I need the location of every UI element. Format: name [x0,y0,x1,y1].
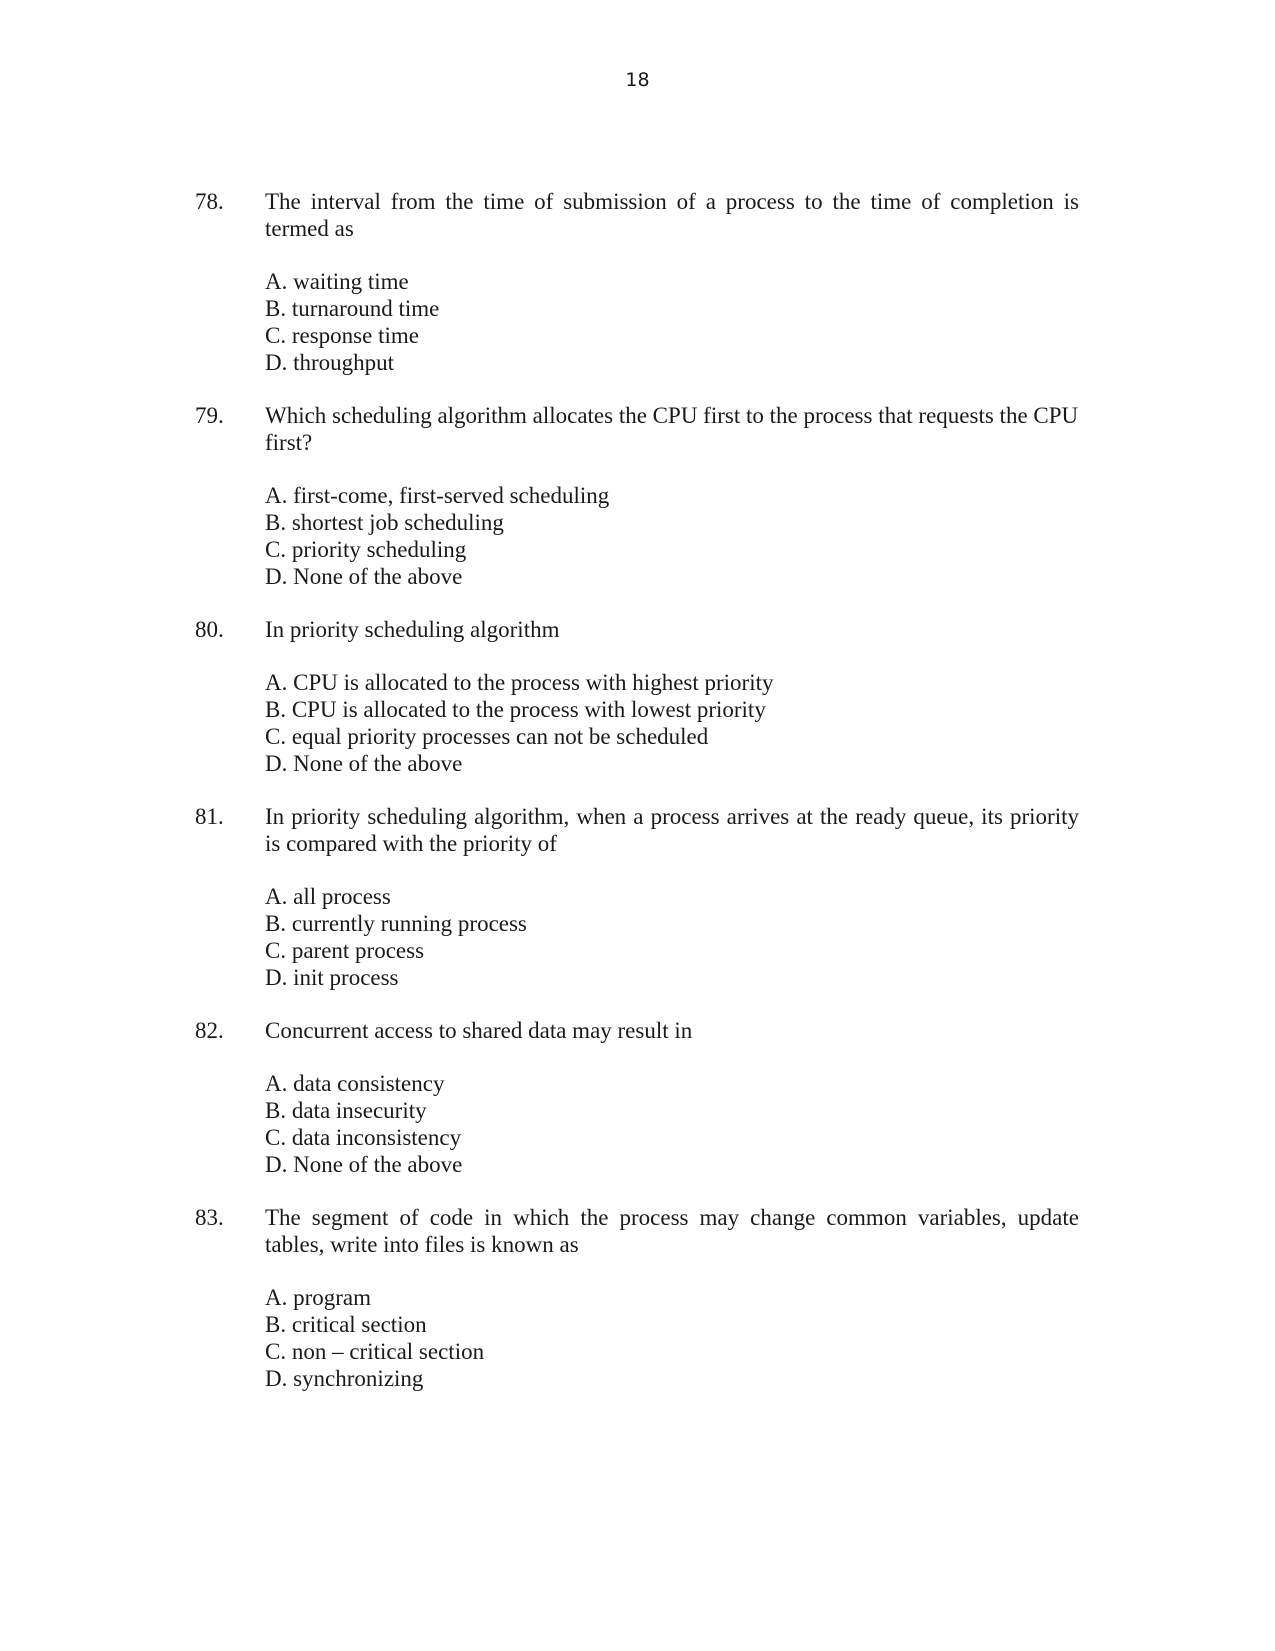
option-b: B. data insecurity [265,1098,427,1123]
question-text: Concurrent access to shared data may result in [265,1018,693,1043]
option-d: D. throughput [265,350,395,375]
option-d: D. None of the above [265,1152,463,1177]
question-list [195,188,1079,1418]
question-83 [195,1204,1079,1392]
option-b: B. CPU is allocated to the process with lowest priority [265,697,766,722]
option-d: D. None of the above [265,564,463,589]
option-list [265,1070,1079,1178]
option-c: C. equal priority processes can not be scheduled [265,724,709,749]
option-a: A. waiting time [265,269,409,294]
option-b: B. critical section [265,1312,427,1337]
option-d: D. None of the above [265,751,463,776]
option-c: C. non – critical section [265,1339,485,1364]
question-body [265,402,1079,590]
question-80 [195,616,1079,777]
option-a: A. all process [265,884,391,909]
option-list [265,883,1079,991]
question-body [265,1204,1079,1392]
question-body [265,803,1079,991]
question-number: 82. [195,1018,224,1043]
option-list [265,482,1079,590]
option-d: D. synchronizing [265,1366,424,1391]
question-78 [195,188,1079,376]
question-number: 80. [195,617,224,642]
question-82 [195,1017,1079,1178]
question-81 [195,803,1079,991]
option-c: C. data inconsistency [265,1125,462,1150]
option-b: B. currently running process [265,911,527,936]
option-b: B. shortest job scheduling [265,510,504,535]
option-d: D. init process [265,965,399,990]
question-number: 81. [195,804,224,829]
option-c: C. parent process [265,938,425,963]
option-a: A. data consistency [265,1071,445,1096]
option-list [265,1284,1079,1392]
option-c: C. response time [265,323,419,348]
option-list [265,669,1079,777]
question-text: In priority scheduling algorithm [265,617,560,642]
question-text: The segment of code in which the process may change common variables, update tables, write into files is known as [265,1205,1079,1257]
question-body [265,616,1079,777]
option-c: C. priority scheduling [265,537,467,562]
question-number: 79. [195,403,224,428]
option-a: A. program [265,1285,372,1310]
question-number: 83. [195,1205,224,1230]
page-number: 18 [625,69,650,91]
question-body [265,188,1079,376]
question-text: The interval from the time of submission of a process to the time of completion is termed as [265,189,1079,241]
question-text: Which scheduling algorithm allocates the CPU first to the process that requests the CPU first? [265,403,1079,455]
question-number: 78. [195,189,224,214]
option-a: A. first-come, first-served scheduling [265,483,610,508]
option-list [265,268,1079,376]
question-body [265,1017,1079,1178]
question-79 [195,402,1079,590]
option-a: A. CPU is allocated to the process with highest priority [265,670,774,695]
option-b: B. turnaround time [265,296,440,321]
question-text: In priority scheduling algorithm, when a process arrives at the ready queue, its priority is compared with the priority of [265,804,1079,856]
